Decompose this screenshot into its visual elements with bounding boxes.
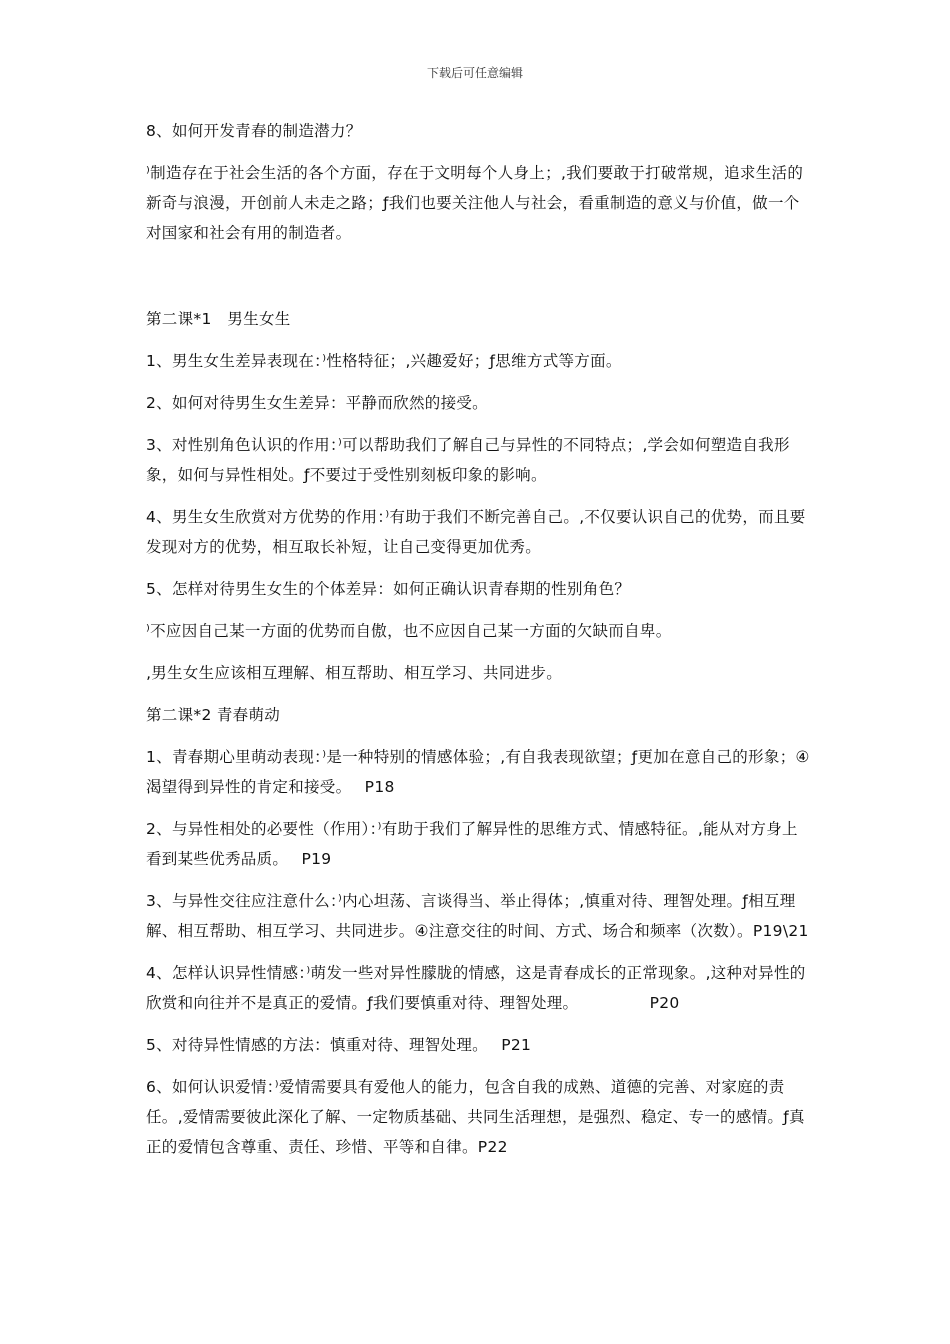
item-1: 1、青春期心里萌动表现：⁾是一种特别的情感体验；‚有自我表现欲望；ƒ更加在意自己的形象；④渴望得到异性的肯定和接受。 P18: [146, 748, 810, 796]
item-2: 2、与异性相处的必要性（作用）：⁾有助于我们了解异性的思维方式、情感特征。‚能从对方身上看到某些优秀品质。 P19: [146, 820, 798, 868]
document-body: [146, 116, 810, 1174]
section-title-1: 第二课*1 男生女生: [146, 310, 291, 328]
question-8: 8、如何开发青春的制造潜力？: [146, 122, 362, 140]
item-5-point-2: ‚男生女生应该相互理解、相互帮助、相互学习、共同进步。: [146, 664, 563, 682]
item-4: 4、男生女生欣赏对方优势的作用：⁾有助于我们不断完善自己。‚不仅要认识自己的优势，而且要发现对方的优势，相互取长补短，让自己变得更加优秀。: [146, 508, 806, 556]
page-header: 下载后可任意编辑: [426, 66, 523, 80]
item-4: 4、怎样认识异性情感：⁾萌发一些对异性朦胧的情感，这是青春成长的正常现象。‚这种对异性的欣赏和向往并不是真正的爱情。ƒ我们要慎重对待、理智处理。 P20: [146, 964, 806, 1012]
answer-8: ⁾制造存在于社会生活的各个方面，存在于文明每个人身上；‚我们要敢于打破常规，追求生活的新奇与浪漫，开创前人未走之路；ƒ我们也要关注他人与社会，看重制造的意义与价值，做一个对国家和社会有用的制造者。: [146, 164, 804, 242]
item-3: 3、与异性交往应注意什么：⁾内心坦荡、言谈得当、举止得体；‚慎重对待、理智处理。ƒ相互理解、相互帮助、相互学习、共同进步。④注意交往的时间、方式、场合和频率（次数）。P19\21: [146, 892, 809, 940]
item-5: 5、怎样对待男生女生的个体差异：如何正确认识青春期的性别角色？: [146, 580, 631, 598]
item-6: 6、如何认识爱情：⁾爱情需要具有爱他人的能力，包含自我的成熟、道德的完善、对家庭的责任。‚爱情需要彼此深化了解、一定物质基础、共同生活理想，是强烈、稳定、专一的感情。ƒ真正的爱情包含尊重、责任、珍惜、平等和自律。P22: [146, 1078, 805, 1156]
item-1: 1、男生女生差异表现在：⁾性格特征；‚兴趣爱好；ƒ思维方式等方面。: [146, 352, 622, 370]
item-5: 5、对待异性情感的方法：慎重对待、理智处理。 P21: [146, 1036, 532, 1054]
item-5-point-1: ⁾不应因自己某一方面的优势而自傲，也不应因自己某一方面的欠缺而自卑。: [146, 622, 672, 640]
item-3: 3、对性别角色认识的作用：⁾可以帮助我们了解自己与异性的不同特点；‚学会如何塑造自我形象，如何与异性相处。ƒ不要过于受性别刻板印象的影响。: [146, 436, 790, 484]
item-2: 2、如何对待男生女生差异：平静而欣然的接受。: [146, 394, 488, 412]
section-gap: [146, 260, 810, 304]
section-title-2: 第二课*2 青春萌动: [146, 706, 281, 724]
